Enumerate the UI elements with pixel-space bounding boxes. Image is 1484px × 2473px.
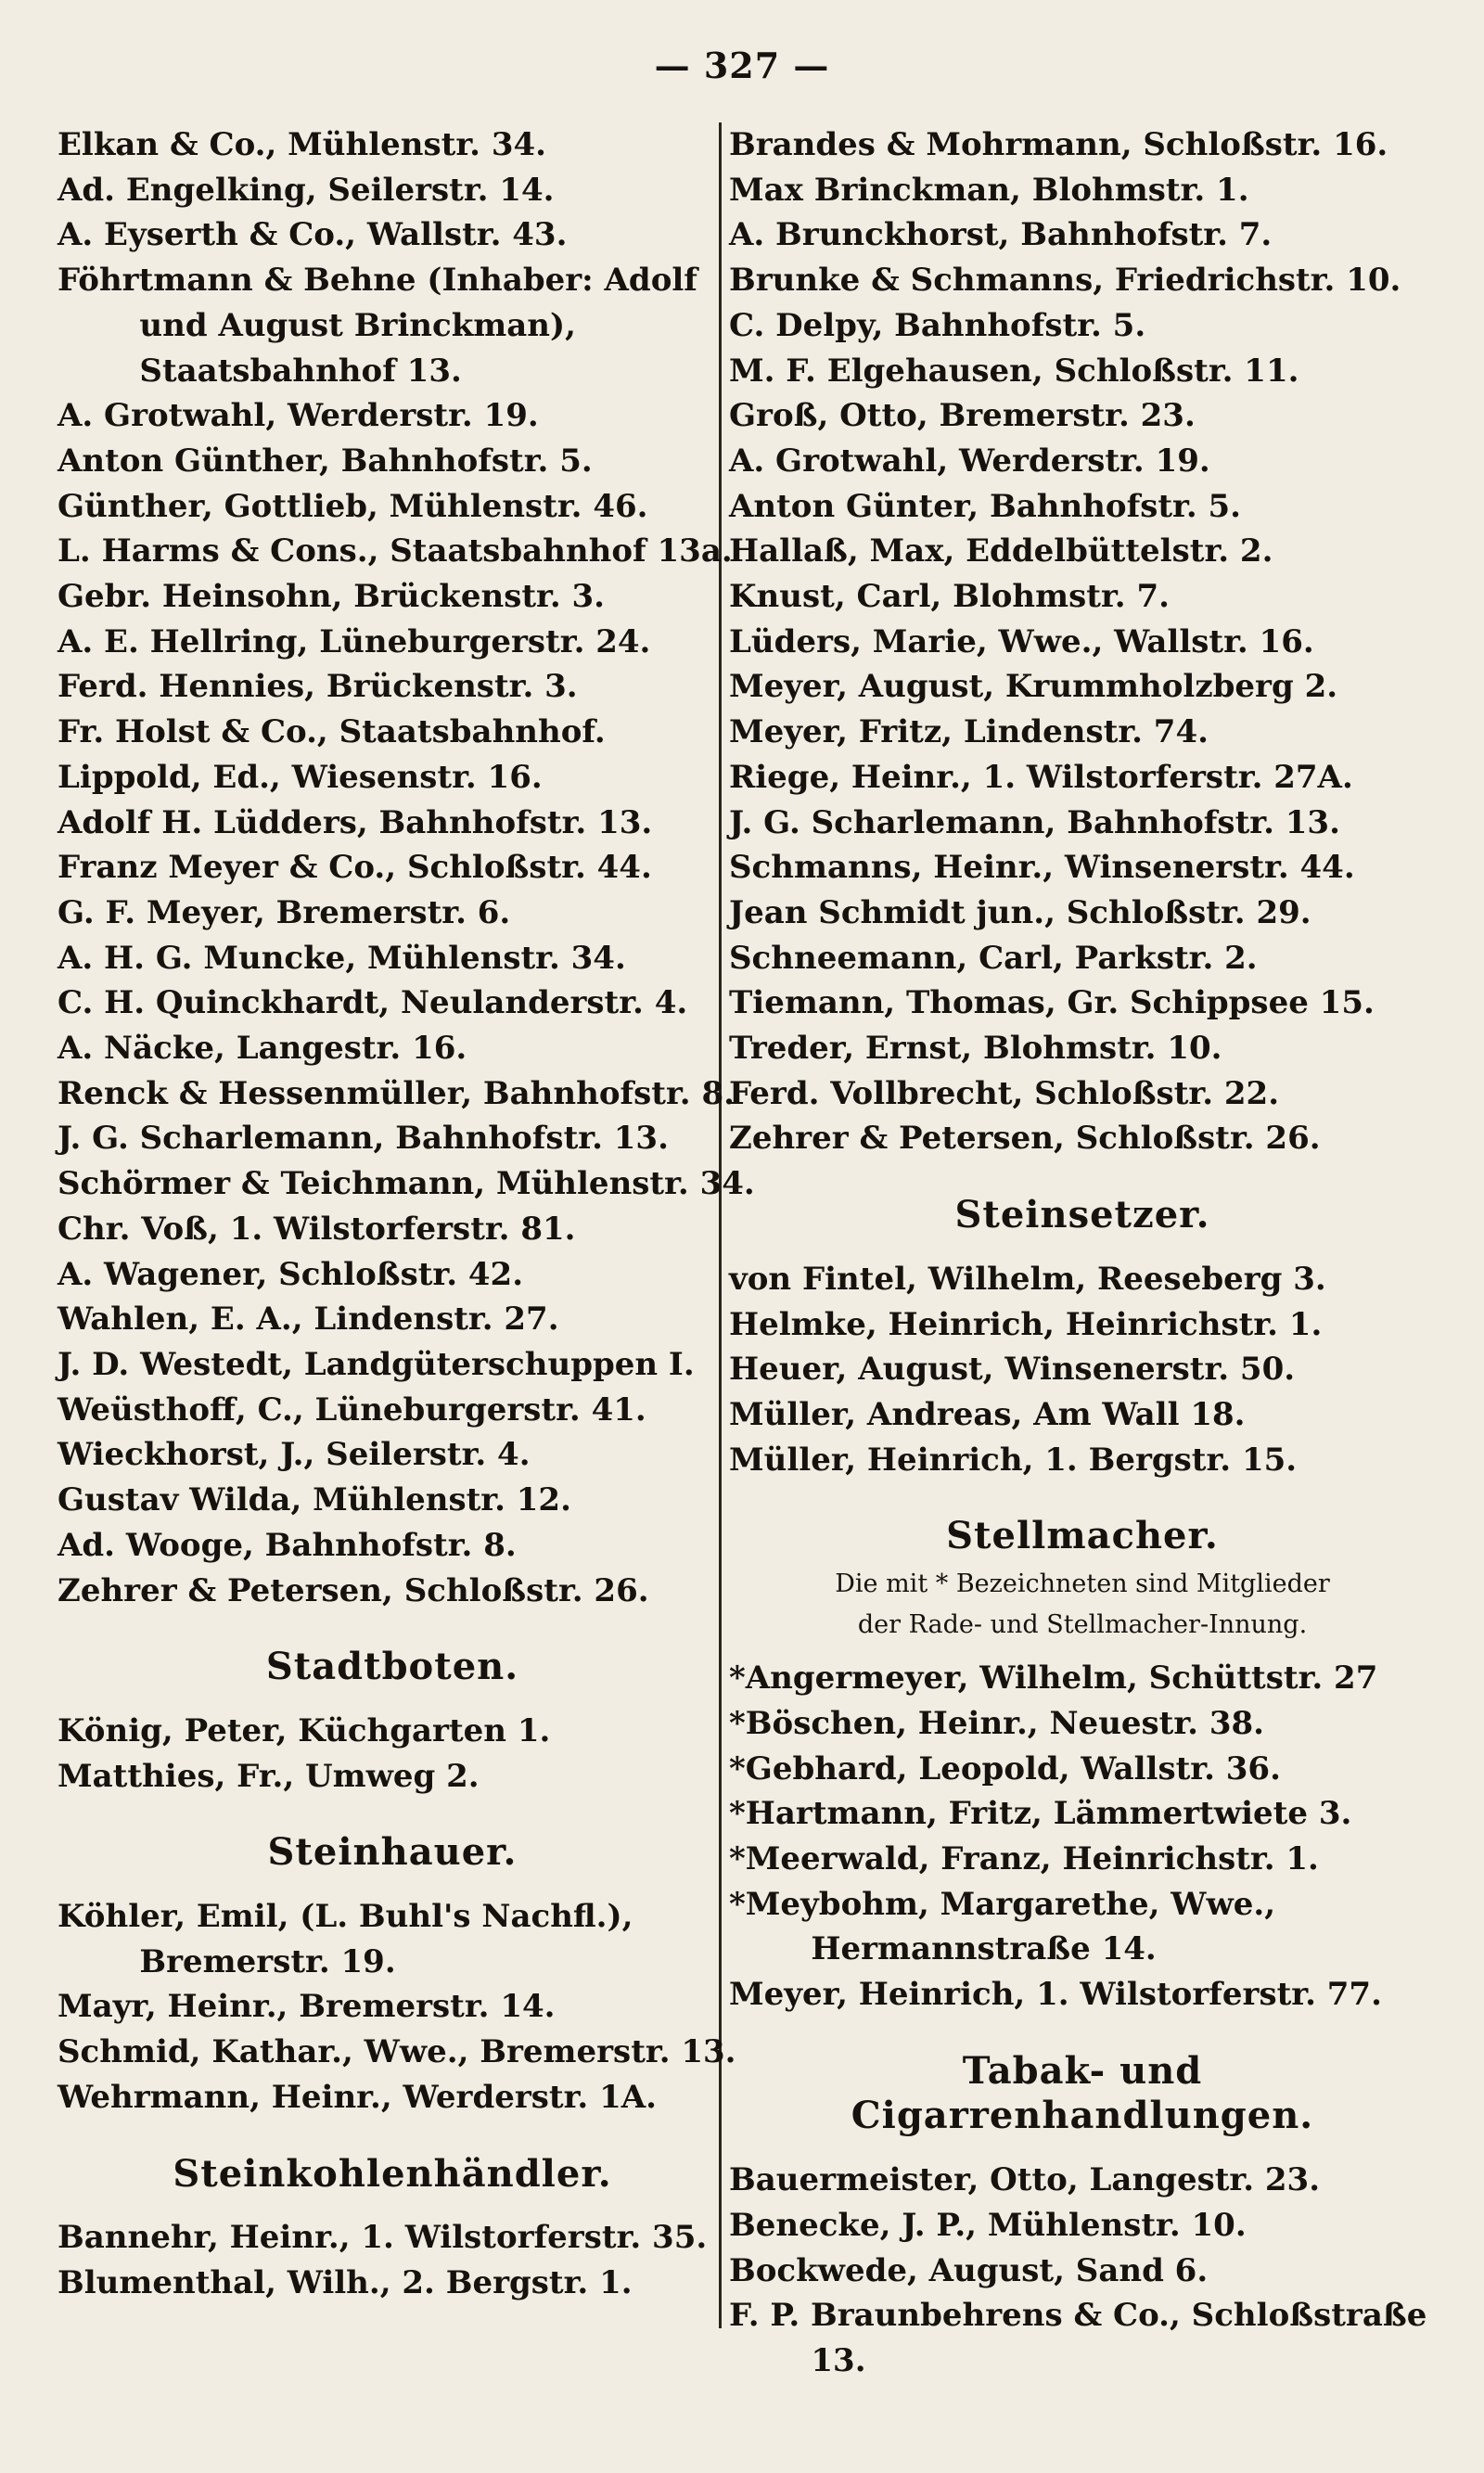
list-item: *Böschen, Heinr., Neuestr. 38. xyxy=(729,1704,1265,1742)
list-item: Zehrer & Petersen, Schloßstr. 26. xyxy=(58,1571,649,1609)
list-item: A. Wagener, Schloßstr. 42. xyxy=(58,1255,524,1293)
list-item: Meyer, Fritz, Lindenstr. 74. xyxy=(729,713,1209,751)
list-item: Lippold, Ed., Wiesenstr. 16. xyxy=(58,758,543,796)
list-item: J. G. Scharlemann, Bahnhofstr. 13. xyxy=(729,803,1340,841)
list-item: A. Grotwahl, Werderstr. 19. xyxy=(729,442,1210,480)
list-item: Chr. Voß, 1. Wilstorferstr. 81. xyxy=(58,1210,576,1248)
list-item: J. G. Scharlemann, Bahnhofstr. 13. xyxy=(58,1120,669,1158)
list-item: Wieckhorst, J., Seilerstr. 4. xyxy=(58,1436,531,1474)
list-item: Müller, Andreas, Am Wall 18. xyxy=(729,1395,1246,1433)
list-item: C. H. Quinckhardt, Neulanderstr. 4. xyxy=(58,984,688,1022)
section-heading: Tabak- und Cigarrenhandlungen. xyxy=(851,2048,1314,2138)
list-item: Heuer, August, Winsenerstr. 50. xyxy=(729,1351,1296,1389)
section-heading: Steinhauer. xyxy=(267,1830,518,1875)
list-item: Tiemann, Thomas, Gr. Schippsee 15. xyxy=(729,984,1375,1022)
list-item: Renck & Hessenmüller, Bahnhofstr. 8. xyxy=(58,1074,735,1112)
list-item: Weüsthoff, C., Lüneburgerstr. 41. xyxy=(58,1390,646,1429)
section-steinhauer xyxy=(58,1830,736,2120)
section-heading: Steinkohlenhändler. xyxy=(173,2151,612,2196)
list-item: Köhler, Emil, (L. Buhl's Nachfl.), Bremerstr. 19. xyxy=(58,1898,633,1980)
list-item: Gustav Wilda, Mühlenstr. 12. xyxy=(58,1481,571,1519)
list-item: Groß, Otto, Bremerstr. 23. xyxy=(729,397,1196,435)
list-item: A. Brunckhorst, Bahnhofstr. 7. xyxy=(729,216,1273,254)
list-item: A. Näcke, Langestr. 16. xyxy=(58,1030,467,1068)
list-item: Brunke & Schmanns, Friedrichstr. 10. xyxy=(729,262,1401,300)
list-item: Benecke, J. P., Mühlenstr. 10. xyxy=(729,2206,1247,2244)
list-item: Bauermeister, Otto, Langestr. 23. xyxy=(729,2161,1321,2199)
section-heading: Stadtboten. xyxy=(265,1645,519,1689)
list-item: *Angermeyer, Wilhelm, Schüttstr. 27 xyxy=(729,1659,1378,1698)
list-section xyxy=(58,122,755,1613)
list-item: von Fintel, Wilhelm, Reeseberg 3. xyxy=(729,1260,1326,1298)
list-item: *Meybohm, Margarethe, Wwe., Hermannstraße 14. xyxy=(729,1885,1276,1968)
list-item: Föhrtmann & Behne (Inhaber: Adolf und August Brinckman), Staatsbahnhof 13. xyxy=(58,262,697,390)
right-column xyxy=(729,122,1436,2384)
list-item: Helmke, Heinrich, Heinrichstr. 1. xyxy=(729,1305,1323,1343)
section-stellmacher xyxy=(729,1514,1436,2017)
section-note: der Rade- und Stellmacher-Innung. xyxy=(857,1610,1308,1640)
list-item: Müller, Heinrich, 1. Bergstr. 15. xyxy=(729,1441,1298,1479)
section-tabak xyxy=(729,2049,1436,2384)
list-item: Hallaß, Max, Eddelbüttelstr. 2. xyxy=(729,532,1273,570)
section-note: Die mit * Bezeichneten sind Mitglieder xyxy=(835,1570,1330,1599)
list-item: *Gebhard, Leopold, Wallstr. 36. xyxy=(729,1749,1281,1787)
list-item: Meyer, Heinrich, 1. Wilstorferstr. 77. xyxy=(729,1976,1382,2014)
list-item: Schneemann, Carl, Parkstr. 2. xyxy=(729,939,1258,977)
list-item: Anton Günter, Bahnhofstr. 5. xyxy=(729,487,1242,525)
section-steinkohlenhaendler xyxy=(58,2152,727,2306)
list-item: *Hartmann, Fritz, Lämmertwiete 3. xyxy=(729,1795,1352,1833)
list-item: Treder, Ernst, Blohmstr. 10. xyxy=(729,1030,1222,1068)
list-item: Knust, Carl, Blohmstr. 7. xyxy=(729,578,1170,616)
list-item: Mayr, Heinr., Bremerstr. 14. xyxy=(58,1988,556,2026)
section-heading: Stellmacher. xyxy=(946,1514,1219,1558)
list-item: Schörmer & Teichmann, Mühlenstr. 34. xyxy=(58,1165,755,1203)
list-item: C. Delpy, Bahnhofstr. 5. xyxy=(729,306,1146,344)
list-item: Matthies, Fr., Umweg 2. xyxy=(58,1757,480,1795)
list-item: Ad. Wooge, Bahnhofstr. 8. xyxy=(58,1526,517,1564)
list-item: Blumenthal, Wilh., 2. Bergstr. 1. xyxy=(58,2263,633,2301)
page-number: — 327 — xyxy=(654,45,830,86)
list-item: Ad. Engelking, Seilerstr. 14. xyxy=(58,171,555,209)
list-item: Elkan & Co., Mühlenstr. 34. xyxy=(58,126,546,163)
list-item: Lüders, Marie, Wwe., Wallstr. 16. xyxy=(729,622,1314,660)
list-item: Brandes & Mohrmann, Schloßstr. 16. xyxy=(729,126,1388,163)
list-item: *Meerwald, Franz, Heinrichstr. 1. xyxy=(729,1839,1319,1877)
list-section xyxy=(729,122,1436,1161)
list-item: F. P. Braunbehrens & Co., Schloßstraße 13. xyxy=(729,2297,1427,2379)
list-item: Wahlen, E. A., Lindenstr. 27. xyxy=(58,1301,559,1339)
list-item: G. F. Meyer, Bremerstr. 6. xyxy=(58,893,511,931)
list-item: A. Eyserth & Co., Wallstr. 43. xyxy=(58,216,568,254)
list-item: Max Brinckman, Blohmstr. 1. xyxy=(729,171,1249,209)
list-item: Franz Meyer & Co., Schloßstr. 44. xyxy=(58,849,652,887)
list-item: Jean Schmidt jun., Schloßstr. 29. xyxy=(729,893,1311,931)
list-item: Schmid, Kathar., Wwe., Bremerstr. 13. xyxy=(58,2033,736,2071)
list-item: Günther, Gottlieb, Mühlenstr. 46. xyxy=(58,487,648,525)
list-item: Gebr. Heinsohn, Brückenstr. 3. xyxy=(58,578,606,616)
list-item: Bockwede, August, Sand 6. xyxy=(729,2251,1209,2289)
list-item: Adolf H. Lüdders, Bahnhofstr. 13. xyxy=(58,803,653,841)
list-item: J. D. Westedt, Landgüterschuppen I. xyxy=(58,1345,695,1383)
list-item: A. E. Hellring, Lüneburgerstr. 24. xyxy=(58,622,651,660)
list-item: Schmanns, Heinr., Winsenerstr. 44. xyxy=(729,849,1355,887)
list-item: M. F. Elgehausen, Schloßstr. 11. xyxy=(729,352,1299,390)
section-steinsetzer xyxy=(729,1193,1436,1482)
section-stadtboten xyxy=(58,1645,727,1799)
list-item: Anton Günther, Bahnhofstr. 5. xyxy=(58,442,593,480)
list-item: Zehrer & Petersen, Schloßstr. 26. xyxy=(729,1120,1321,1158)
list-item: König, Peter, Küchgarten 1. xyxy=(58,1711,551,1749)
list-item: L. Harms & Cons., Staatsbahnhof 13a. xyxy=(58,532,733,570)
list-item: Fr. Holst & Co., Staatsbahnhof. xyxy=(58,713,606,751)
list-item: Riege, Heinr., 1. Wilstorferstr. 27A. xyxy=(729,758,1353,796)
list-item: A. Grotwahl, Werderstr. 19. xyxy=(58,397,539,435)
section-heading: Steinsetzer. xyxy=(954,1193,1210,1237)
list-item: Ferd. Vollbrecht, Schloßstr. 22. xyxy=(729,1074,1280,1112)
list-item: A. H. G. Muncke, Mühlenstr. 34. xyxy=(58,939,626,977)
left-column xyxy=(58,122,755,2306)
list-item: Wehrmann, Heinr., Werderstr. 1A. xyxy=(58,2078,657,2116)
list-item: Bannehr, Heinr., 1. Wilstorferstr. 35. xyxy=(58,2219,708,2257)
list-item: Meyer, August, Krummholzberg 2. xyxy=(729,668,1338,706)
list-item: Ferd. Hennies, Brückenstr. 3. xyxy=(58,668,578,706)
